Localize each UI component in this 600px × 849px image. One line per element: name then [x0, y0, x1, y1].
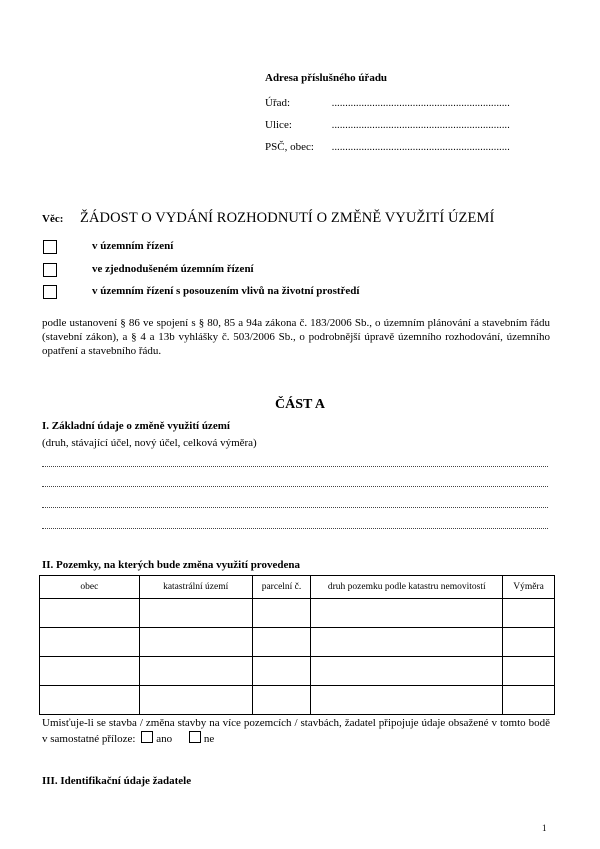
section-3-title: III. Identifikační údaje žadatele — [42, 775, 192, 787]
table-header-row — [40, 576, 555, 599]
street-field[interactable]: .................................................................. — [331, 120, 510, 131]
table-cell[interactable] — [40, 628, 140, 657]
column-header: parcelní č. — [252, 576, 311, 599]
street-row — [265, 119, 510, 131]
column-header: druh pozemku podle katastru nemovitostí — [311, 576, 503, 599]
table-row — [40, 628, 555, 657]
table-cell[interactable] — [40, 599, 140, 628]
option-label: v územním řízení s posouzením vlivů na životní prostředí — [92, 285, 360, 297]
postcode-city-label: PSČ, obec: — [265, 141, 314, 153]
subject-label: Věc: — [42, 213, 64, 225]
option-label: v územním řízení — [92, 240, 174, 252]
table-cell[interactable] — [503, 657, 555, 686]
table-row — [40, 599, 555, 628]
table-cell[interactable] — [40, 686, 140, 715]
option-environmental-assessment[interactable] — [43, 285, 360, 300]
part-a-heading: ČÁST A — [275, 397, 325, 412]
table-row — [40, 657, 555, 686]
office-row — [265, 97, 510, 109]
column-header: Výměra — [503, 576, 555, 599]
office-label: Úřad: — [265, 97, 291, 109]
table-cell[interactable] — [252, 657, 311, 686]
table-row — [40, 686, 555, 715]
table-cell[interactable] — [311, 686, 503, 715]
column-header: katastrální území — [139, 576, 252, 599]
multi-plot-text: Umisťuje-li se stavba / změna stavby na více pozemcích / stavbách, žadatel připojuje údaje obsažené v tomto bodě v samostatné příloze: — [42, 717, 550, 745]
section-1-line[interactable] — [42, 466, 548, 467]
checkbox[interactable] — [43, 263, 57, 277]
table-cell[interactable] — [503, 599, 555, 628]
table-cell[interactable] — [311, 657, 503, 686]
office-field[interactable]: .................................................................. — [331, 98, 510, 109]
checkbox[interactable] — [43, 240, 57, 254]
table-cell[interactable] — [252, 599, 311, 628]
table-cell[interactable] — [139, 599, 252, 628]
table-cell[interactable] — [311, 599, 503, 628]
table-cell[interactable] — [139, 686, 252, 715]
checkbox[interactable] — [43, 285, 57, 299]
section-1-line[interactable] — [42, 507, 548, 508]
section-2-title: II. Pozemky, na kterých bude změna využití provedena — [42, 559, 300, 571]
table-cell[interactable] — [252, 686, 311, 715]
no-label: ne — [203, 733, 215, 745]
multi-plot-note — [42, 716, 550, 747]
yes-label: ano — [156, 733, 173, 745]
table-cell[interactable] — [40, 657, 140, 686]
table-cell[interactable] — [503, 628, 555, 657]
office-address-title: Adresa příslušného úřadu — [265, 72, 388, 84]
table-cell[interactable] — [311, 628, 503, 657]
application-title: ŽÁDOST O VYDÁNÍ ROZHODNUTÍ O ZMĚNĚ VYUŽITÍ ÚZEMÍ — [80, 210, 495, 226]
table-cell[interactable] — [139, 628, 252, 657]
no-checkbox[interactable] — [189, 731, 201, 743]
option-territorial-proceedings[interactable] — [43, 240, 174, 255]
table-cell[interactable] — [252, 628, 311, 657]
street-label: Ulice: — [265, 119, 292, 131]
page-number: 1 — [542, 823, 547, 833]
postcode-city-row — [265, 141, 510, 153]
section-1-line[interactable] — [42, 528, 548, 529]
land-plots-table — [39, 575, 555, 715]
yes-checkbox[interactable] — [141, 731, 153, 743]
postcode-city-field[interactable]: .................................................................. — [331, 142, 510, 153]
option-label: ve zjednodušeném územním řízení — [92, 263, 254, 275]
section-1-line[interactable] — [42, 486, 548, 487]
section-1-subtitle: (druh, stávající účel, nový účel, celková výměra) — [42, 437, 257, 449]
section-1-title: I. Základní údaje o změně využití území — [42, 420, 230, 432]
table-cell[interactable] — [503, 686, 555, 715]
table-cell[interactable] — [139, 657, 252, 686]
legal-basis-text: podle ustanovení § 86 ve spojení s § 80, 85 a 94a zákona č. 183/2006 Sb., o územním plánování a stavebním řádu (stavební zákon), a § 4 a 13b vyhlášky č. 503/2006 Sb., o podrobnější úpravě územního rozhodování, územního opatření a stavebního řádu. — [42, 317, 550, 357]
column-header: obec — [40, 576, 140, 599]
option-simplified-proceedings[interactable] — [43, 263, 254, 278]
